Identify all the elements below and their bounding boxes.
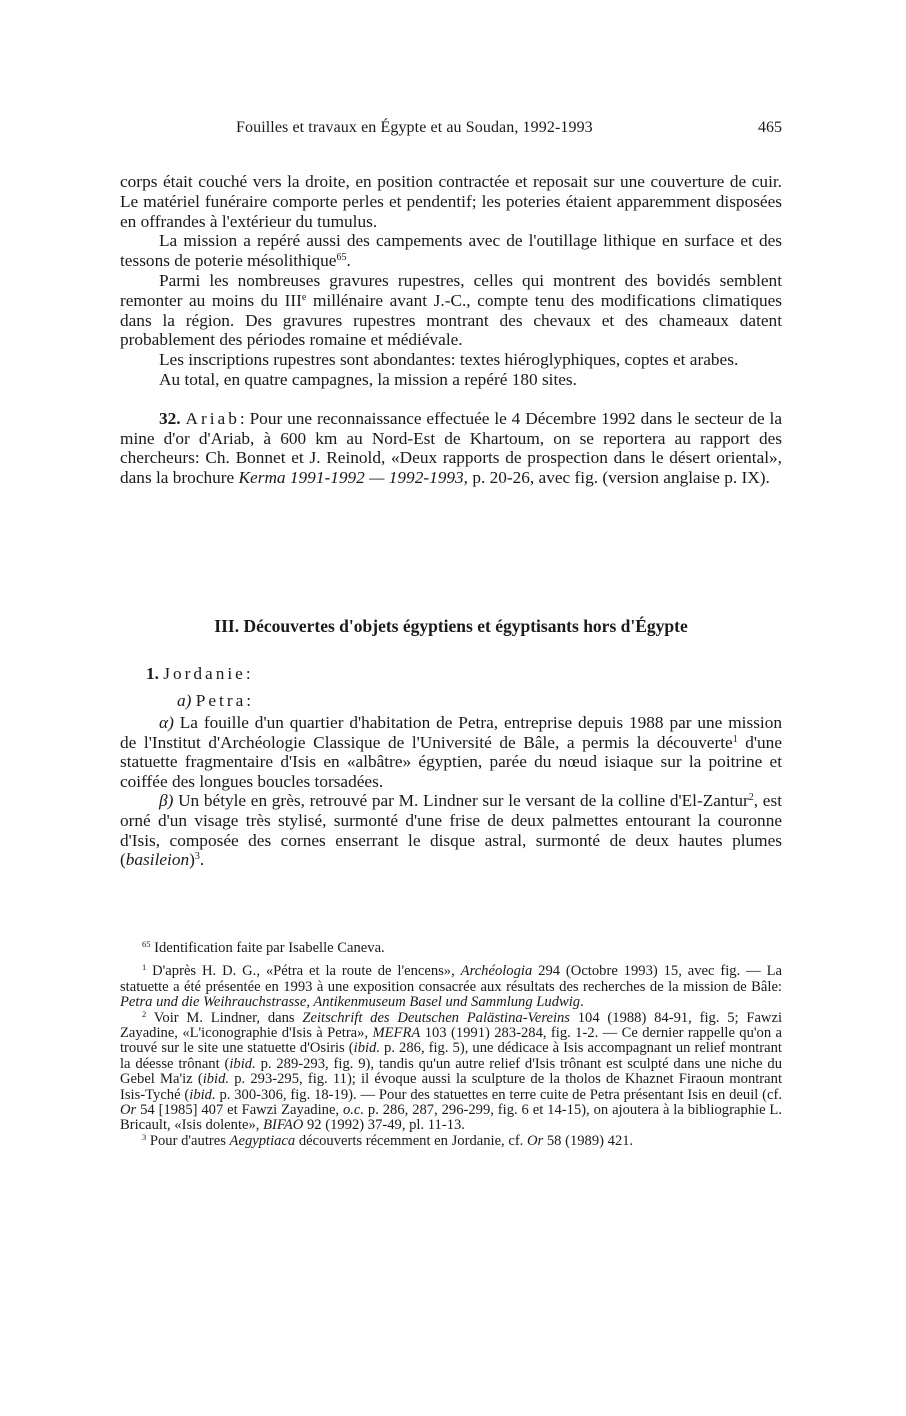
entry-number: 32. <box>159 408 181 428</box>
paragraph-beta: β) Un bétyle en grès, retrouvé par M. Lindner sur le versant de la colline d'El-Zantur$^2$, est orné d'un visage très stylisé, surmonté d'une frise de deux palmettes entourant la couronne d'Isis, composée des cornes enserrant le disque astral, surmonté de deux hautes plumes (basileion)$^3$. <box>120 791 782 870</box>
main-text <box>120 172 782 488</box>
paragraph-alpha: α) La fouille d'un quartier d'habitation de Petra, entreprise depuis 1988 par une mission de l'Institut d'Archéologie Classique de l'Université de Bâle, a permis la découverte$^1$ d'une statuette fragmentaire d'Isis en «albâtre» égyptien, parée du nœud isiaque sur la poitrine et coiffée des longues boucles torsadées. <box>120 713 782 791</box>
site-name: Ariab <box>185 408 240 428</box>
footnote-3: $^3$ Pour d'autres Aegyptiaca découverts récemment en Jordanie, cf. Or 58 (1989) 421. <box>142 1131 634 1149</box>
paragraph: Parmi les nombreuses gravures rupestres, celles qui montrent des bovidés semblent remonter au moins du IIIe millénaire avant J.-C., compte tenu des modifications climatiques dans la région. Des gravures rupestres montrant des chevaux et des chameaux datent probablement des périodes romaine et médiévale. <box>120 270 782 350</box>
paragraph: Les inscriptions rupestres sont abondantes: textes hiéroglyphiques, coptes et arabes. <box>159 350 739 370</box>
paragraph-ariab: 32. Ariab: Pour une reconnaissance effectuée le 4 Décembre 1992 dans le secteur de la mine d'or d'Ariab, à 600 km au Nord-Est de Khartoum, on se reportera au rapport des chercheurs: Ch. Bonnet et J. Reinold, «Deux rapports de prospection dans le désert oriental», dans la brochure Kerma 1991-1992 — 1992-1993, p. 20-26, avec fig. (version anglaise p. IX). <box>120 408 782 488</box>
page-header <box>120 119 782 141</box>
subsection-jordanie: 1. Jordanie: <box>146 664 254 683</box>
footnote-ref: 1 <box>732 733 738 745</box>
subsection-petra: a) Petra: <box>177 691 255 710</box>
footnote-ref: 3 <box>194 851 200 863</box>
footnote-ref: 65 <box>336 252 347 264</box>
paragraph: La mission a repéré aussi des campements avec de l'outillage lithique en surface et des tessons de poterie mésolithique$^{65}$. <box>120 231 782 271</box>
footnote-ref: 2 <box>748 792 754 804</box>
footnote-1: $^1$ D'après H. D. G., «Pétra et la route de l'encens», Archéologia 294 (Octobre 1993) 15, avec fig. — La statuette a été présentée en 1993 à une exposition consacrée aux résultats des recherches de la mission de Bâle: Petra und die Weihrauchstrasse, Antikenmuseum Basel und Sammlung Ludwig. <box>120 962 782 1011</box>
running-title: Fouilles et travaux en Égypte et au Soudan, 1992-1993 <box>236 119 593 136</box>
footnotes <box>120 941 782 1149</box>
page-number: 465 <box>758 119 782 136</box>
paragraph: Au total, en quatre campagnes, la mission a repéré 180 sites. <box>159 369 577 389</box>
footnote-2: $^2$ Voir M. Lindner, dans Zeitschrift des Deutschen Palästina-Vereins 104 (1988) 84-91, fig. 5; Fawzi Zayadine, «L'iconographie d'Isis à Petra», MEFRA 103 (1991) 283-284, fig. 1-2. — Ce dernier rappelle qu'on a trouvé sur le site une statuette d'Osiris (ibid. p. 286, fig. 5), une dédicace à Isis accompagnant un relief montrant la déesse trônant (ibid. p. 289-293, fig. 9), tandis qu'un autre relief d'Isis trônant est sculpté dans une niche du Gebel Ma'iz (ibid. p. 293-295, fig. 11); il évoque aussi la sculpture de la tholos de Khaznet Firaoun montrant Isis-Tyché (ibid. p. 300-306, fig. 18-19). — Pour des statuettes en terre cuite de Petra présentant Isis en deuil (cf. Or 54 [1985] 407 et Fawzi Zayadine, o.c. p. 286, 287, 296-299, fig. 6 et 14-15), on ajoutera à la bibliographie L. Bricault, «Isis dolente», BIFAO 92 (1992) 37-49, pl. 11-13. <box>120 1008 783 1134</box>
paragraph: corps était couché vers la droite, en position contractée et reposait sur une couverture de cuir. Le matériel funéraire comporte perles et pendentif; les poteries étaient apparemment disposées en offrandes à l'extérieur du tumulus. <box>120 172 782 231</box>
main-text-petra <box>120 713 782 870</box>
footnote-65: $^{65}$ Identification faite par Isabelle Caneva. <box>142 939 385 956</box>
section-heading: III. Découvertes d'objets égyptiens et égyptisants hors d'Égypte <box>214 616 688 636</box>
